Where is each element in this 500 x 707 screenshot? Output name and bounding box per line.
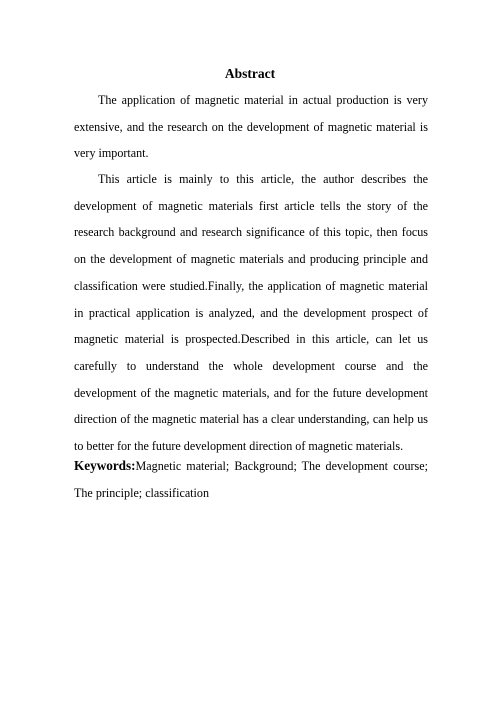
abstract-paragraph: The application of magnetic material in actual production is very extensive, and the research on the development of magnetic material is very important. (74, 93, 428, 161)
abstract-title: Abstract (224, 66, 276, 81)
abstract-body-paragraph-1 (74, 87, 428, 167)
keywords-text: Magnetic material; Background; The development course; The principle; classification (74, 459, 428, 500)
abstract-body-paragraph-2 (74, 166, 428, 460)
keywords-line (74, 453, 428, 506)
abstract-paragraph: This article is mainly to this article, the author describes the development of magnetic materials first article tells the story of the research background and research significance of this topic, then focus on the development of magnetic materials and producing principle and classification were studied.Finally, the application of magnetic material in practical application is analyzed, and the development prospect of magnetic material is prospected.Described in this article, can let us carefully to understand the whole development course and the development of the magnetic materials, and for the future development direction of the magnetic material has a clear understanding, can help us to better for the future development direction of magnetic materials. (74, 172, 428, 454)
keywords-label: Keywords: (74, 458, 136, 473)
